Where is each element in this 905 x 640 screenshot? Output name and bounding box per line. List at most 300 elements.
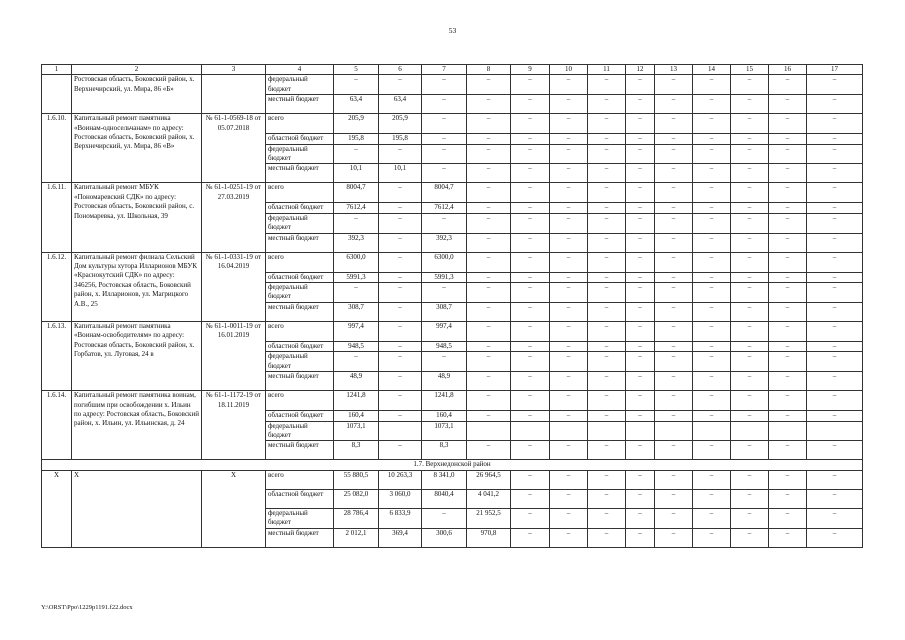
column-header: 7: [422, 65, 467, 75]
value-cell: –: [511, 341, 550, 351]
column-header: 13: [655, 65, 693, 75]
funding-source-cell: всего: [266, 114, 334, 134]
funding-source-cell: федеральный бюджет: [266, 421, 334, 441]
value-cell: –: [626, 144, 655, 164]
value-cell: 160,4: [334, 411, 379, 421]
object-name-cell: Х: [72, 470, 202, 547]
value-cell: –: [655, 302, 693, 321]
value-cell: –: [550, 372, 588, 391]
value-cell: –: [731, 372, 769, 391]
column-header: 8: [467, 65, 511, 75]
value-cell: –: [807, 203, 863, 213]
value-cell: –: [693, 164, 731, 183]
funding-source-cell: федеральный бюджет: [266, 144, 334, 164]
value-cell: –: [511, 391, 550, 411]
budget-table: [41, 64, 863, 548]
value-cell: –: [807, 213, 863, 233]
value-cell: [655, 421, 693, 441]
value-cell: –: [769, 352, 807, 372]
table-row: [42, 470, 863, 489]
value-cell: –: [807, 372, 863, 391]
value-cell: –: [511, 95, 550, 114]
value-cell: –: [379, 213, 422, 233]
value-cell: 300,6: [422, 528, 467, 547]
value-cell: –: [550, 411, 588, 421]
value-cell: –: [655, 391, 693, 411]
value-cell: –: [550, 233, 588, 252]
value-cell: 28 786,4: [334, 508, 379, 528]
value-cell: –: [379, 75, 422, 95]
value-cell: –: [511, 283, 550, 303]
value-cell: –: [588, 411, 626, 421]
value-cell: –: [626, 283, 655, 303]
funding-source-cell: федеральный бюджет: [266, 283, 334, 303]
expertise-doc-cell: № 61-1-0569-18 от 05.07.2018: [202, 114, 266, 183]
value-cell: –: [334, 352, 379, 372]
value-cell: –: [588, 144, 626, 164]
value-cell: –: [626, 95, 655, 114]
value-cell: –: [769, 144, 807, 164]
value-cell: –: [626, 391, 655, 411]
value-cell: –: [467, 95, 511, 114]
value-cell: –: [807, 528, 863, 547]
value-cell: –: [769, 75, 807, 95]
value-cell: –: [550, 95, 588, 114]
column-header: 12: [626, 65, 655, 75]
value-cell: 7612,4: [422, 203, 467, 213]
value-cell: 1073,1: [334, 421, 379, 441]
value-cell: –: [550, 341, 588, 351]
value-cell: –: [379, 352, 422, 372]
value-cell: –: [511, 233, 550, 252]
value-cell: –: [334, 144, 379, 164]
value-cell: –: [807, 391, 863, 411]
value-cell: –: [769, 321, 807, 341]
column-header: 9: [511, 65, 550, 75]
value-cell: –: [693, 302, 731, 321]
value-cell: –: [693, 283, 731, 303]
value-cell: –: [693, 528, 731, 547]
value-cell: –: [550, 144, 588, 164]
value-cell: 1241,8: [334, 391, 379, 411]
value-cell: –: [769, 391, 807, 411]
value-cell: –: [693, 508, 731, 528]
value-cell: –: [422, 144, 467, 164]
value-cell: 205,9: [379, 114, 422, 134]
value-cell: –: [626, 183, 655, 203]
value-cell: –: [626, 213, 655, 233]
value-cell: –: [807, 341, 863, 351]
value-cell: –: [467, 321, 511, 341]
row-number-cell: 1.6.10.: [42, 114, 72, 183]
funding-source-cell: всего: [266, 252, 334, 272]
value-cell: 8040,4: [422, 489, 467, 508]
row-number-cell: Х: [42, 470, 72, 547]
value-cell: –: [511, 213, 550, 233]
column-header: 14: [693, 65, 731, 75]
funding-source-cell: местный бюджет: [266, 441, 334, 460]
value-cell: –: [422, 75, 467, 95]
value-cell: –: [550, 441, 588, 460]
value-cell: 1073,1: [422, 421, 467, 441]
value-cell: –: [467, 144, 511, 164]
value-cell: –: [655, 114, 693, 134]
value-cell: –: [655, 528, 693, 547]
value-cell: –: [626, 203, 655, 213]
value-cell: –: [769, 470, 807, 489]
value-cell: –: [626, 252, 655, 272]
row-number-cell: 1.6.12.: [42, 252, 72, 321]
value-cell: –: [769, 164, 807, 183]
value-cell: –: [655, 272, 693, 282]
value-cell: –: [693, 183, 731, 203]
value-cell: –: [655, 95, 693, 114]
table-row: [42, 75, 863, 95]
value-cell: –: [511, 372, 550, 391]
funding-source-cell: местный бюджет: [266, 95, 334, 114]
value-cell: –: [655, 341, 693, 351]
footer-file-path: Y:\ORST\Ppo\1229p1191.f22.docx: [41, 604, 133, 611]
value-cell: [467, 421, 511, 441]
value-cell: –: [807, 411, 863, 421]
value-cell: –: [769, 489, 807, 508]
value-cell: –: [655, 352, 693, 372]
value-cell: –: [807, 272, 863, 282]
value-cell: 55 880,5: [334, 470, 379, 489]
funding-source-cell: федеральный бюджет: [266, 508, 334, 528]
page-number: 53: [448, 26, 457, 35]
value-cell: –: [626, 75, 655, 95]
object-name-cell: Ростовская область, Боковский район, х. Верхнечирский, ул. Мира, 86 «Б»: [72, 75, 202, 114]
value-cell: –: [422, 352, 467, 372]
value-cell: –: [467, 233, 511, 252]
value-cell: –: [511, 272, 550, 282]
column-header: 6: [379, 65, 422, 75]
value-cell: –: [769, 341, 807, 351]
value-cell: –: [550, 252, 588, 272]
value-cell: –: [807, 470, 863, 489]
value-cell: –: [731, 302, 769, 321]
value-cell: –: [807, 95, 863, 114]
value-cell: –: [693, 411, 731, 421]
column-header: 16: [769, 65, 807, 75]
value-cell: –: [731, 114, 769, 134]
value-cell: –: [731, 75, 769, 95]
value-cell: –: [467, 372, 511, 391]
value-cell: –: [511, 441, 550, 460]
value-cell: –: [693, 352, 731, 372]
value-cell: –: [379, 391, 422, 411]
column-header: 2: [72, 65, 202, 75]
value-cell: 392,3: [334, 233, 379, 252]
value-cell: –: [550, 391, 588, 411]
value-cell: –: [693, 114, 731, 134]
value-cell: –: [379, 283, 422, 303]
section-title: 1.7. Верхнедонской район: [42, 460, 863, 470]
object-name-cell: Капитальный ремонт памятника воинам, погибшим при освобождении х. Ильин по адресу: Ростовская область, Боковский район, х. Ильин, ул. Ильинская, д. 24: [72, 391, 202, 460]
value-cell: –: [807, 302, 863, 321]
value-cell: 8 341,0: [422, 470, 467, 489]
value-cell: –: [626, 321, 655, 341]
value-cell: –: [626, 372, 655, 391]
value-cell: –: [769, 114, 807, 134]
value-cell: –: [588, 321, 626, 341]
value-cell: –: [550, 213, 588, 233]
value-cell: –: [807, 233, 863, 252]
funding-source-cell: областной бюджет: [266, 411, 334, 421]
value-cell: –: [467, 213, 511, 233]
value-cell: 5991,3: [422, 272, 467, 282]
column-header: 4: [266, 65, 334, 75]
value-cell: –: [422, 283, 467, 303]
value-cell: [626, 421, 655, 441]
column-header: 5: [334, 65, 379, 75]
expertise-doc-cell: № 61-1-0011-19 от 16.01.2019: [202, 321, 266, 390]
value-cell: –: [588, 75, 626, 95]
funding-source-cell: всего: [266, 391, 334, 411]
value-cell: –: [588, 203, 626, 213]
value-cell: –: [731, 441, 769, 460]
value-cell: –: [511, 203, 550, 213]
expertise-doc-cell: [202, 75, 266, 114]
value-cell: –: [588, 302, 626, 321]
value-cell: –: [588, 134, 626, 144]
value-cell: [588, 421, 626, 441]
value-cell: –: [588, 489, 626, 508]
value-cell: –: [511, 302, 550, 321]
value-cell: 4 041,2: [467, 489, 511, 508]
value-cell: –: [467, 75, 511, 95]
value-cell: –: [807, 183, 863, 203]
value-cell: –: [693, 470, 731, 489]
value-cell: –: [588, 213, 626, 233]
funding-source-cell: федеральный бюджет: [266, 352, 334, 372]
value-cell: 392,3: [422, 233, 467, 252]
funding-source-cell: местный бюджет: [266, 302, 334, 321]
value-cell: –: [467, 134, 511, 144]
value-cell: –: [693, 321, 731, 341]
value-cell: –: [588, 95, 626, 114]
value-cell: –: [588, 352, 626, 372]
value-cell: –: [626, 528, 655, 547]
value-cell: –: [731, 252, 769, 272]
value-cell: –: [511, 75, 550, 95]
value-cell: –: [379, 372, 422, 391]
value-cell: 10,1: [334, 164, 379, 183]
column-header: 17: [807, 65, 863, 75]
value-cell: –: [550, 272, 588, 282]
value-cell: 308,7: [334, 302, 379, 321]
column-header: 15: [731, 65, 769, 75]
value-cell: –: [467, 272, 511, 282]
row-number-cell: [42, 75, 72, 114]
value-cell: –: [588, 470, 626, 489]
value-cell: –: [731, 203, 769, 213]
value-cell: 997,4: [334, 321, 379, 341]
value-cell: –: [550, 470, 588, 489]
value-cell: –: [807, 164, 863, 183]
object-name-cell: Капитальный ремонт памятника «Воинам-односельчанам» по адресу: Ростовская область, Боковский район, х. Верхнечирский, ул. Мира, 86 «В»: [72, 114, 202, 183]
value-cell: –: [550, 528, 588, 547]
value-cell: –: [379, 441, 422, 460]
value-cell: –: [588, 441, 626, 460]
value-cell: –: [588, 528, 626, 547]
value-cell: –: [807, 114, 863, 134]
funding-source-cell: всего: [266, 470, 334, 489]
value-cell: –: [379, 233, 422, 252]
section-row: [42, 460, 863, 470]
value-cell: –: [467, 283, 511, 303]
value-cell: –: [731, 144, 769, 164]
value-cell: 5991,3: [334, 272, 379, 282]
value-cell: –: [626, 470, 655, 489]
funding-source-cell: федеральный бюджет: [266, 213, 334, 233]
value-cell: 63,4: [334, 95, 379, 114]
value-cell: –: [467, 411, 511, 421]
value-cell: –: [807, 441, 863, 460]
funding-source-cell: областной бюджет: [266, 203, 334, 213]
value-cell: –: [731, 134, 769, 144]
value-cell: 2 012,1: [334, 528, 379, 547]
value-cell: –: [511, 528, 550, 547]
value-cell: –: [550, 283, 588, 303]
value-cell: –: [626, 508, 655, 528]
value-cell: –: [655, 213, 693, 233]
value-cell: –: [693, 233, 731, 252]
value-cell: –: [769, 441, 807, 460]
value-cell: –: [807, 134, 863, 144]
value-cell: –: [422, 134, 467, 144]
value-cell: –: [588, 391, 626, 411]
value-cell: [379, 421, 422, 441]
funding-source-cell: областной бюджет: [266, 272, 334, 282]
value-cell: –: [422, 164, 467, 183]
value-cell: –: [807, 252, 863, 272]
column-header: 1: [42, 65, 72, 75]
value-cell: –: [731, 341, 769, 351]
value-cell: –: [626, 441, 655, 460]
value-cell: –: [379, 144, 422, 164]
value-cell: 8,3: [422, 441, 467, 460]
value-cell: –: [467, 352, 511, 372]
table-row: [42, 321, 863, 341]
funding-source-cell: областной бюджет: [266, 489, 334, 508]
value-cell: –: [626, 272, 655, 282]
value-cell: –: [769, 272, 807, 282]
value-cell: 8,3: [334, 441, 379, 460]
value-cell: –: [807, 144, 863, 164]
value-cell: –: [550, 321, 588, 341]
value-cell: –: [655, 233, 693, 252]
value-cell: –: [511, 470, 550, 489]
value-cell: –: [467, 114, 511, 134]
value-cell: –: [655, 164, 693, 183]
value-cell: –: [693, 341, 731, 351]
column-header: 3: [202, 65, 266, 75]
value-cell: –: [379, 183, 422, 203]
value-cell: –: [693, 144, 731, 164]
value-cell: –: [655, 441, 693, 460]
value-cell: –: [769, 183, 807, 203]
value-cell: –: [693, 134, 731, 144]
value-cell: –: [550, 75, 588, 95]
value-cell: –: [807, 321, 863, 341]
value-cell: –: [769, 95, 807, 114]
value-cell: –: [379, 341, 422, 351]
value-cell: –: [467, 341, 511, 351]
value-cell: –: [511, 508, 550, 528]
value-cell: –: [588, 272, 626, 282]
column-header: 10: [550, 65, 588, 75]
value-cell: –: [655, 411, 693, 421]
value-cell: –: [731, 233, 769, 252]
value-cell: –: [550, 302, 588, 321]
value-cell: 970,8: [467, 528, 511, 547]
value-cell: –: [422, 95, 467, 114]
value-cell: –: [655, 183, 693, 203]
table-row: [42, 183, 863, 203]
value-cell: –: [550, 134, 588, 144]
value-cell: –: [511, 183, 550, 203]
value-cell: –: [626, 114, 655, 134]
value-cell: –: [655, 252, 693, 272]
value-cell: –: [588, 372, 626, 391]
value-cell: –: [655, 489, 693, 508]
value-cell: 948,5: [422, 341, 467, 351]
value-cell: –: [655, 144, 693, 164]
value-cell: –: [769, 302, 807, 321]
value-cell: –: [693, 95, 731, 114]
value-cell: –: [379, 302, 422, 321]
table-row: [42, 391, 863, 411]
object-name-cell: Капитальный ремонт памятника «Воинам-освободителям» по адресу: Ростовская область, Боковский район, х. Горбатов, ул. Луговая, 24 в: [72, 321, 202, 390]
funding-source-cell: областной бюджет: [266, 134, 334, 144]
funding-source-cell: местный бюджет: [266, 372, 334, 391]
value-cell: 8004,7: [334, 183, 379, 203]
value-cell: –: [588, 183, 626, 203]
value-cell: –: [511, 144, 550, 164]
funding-source-cell: федеральный бюджет: [266, 75, 334, 95]
value-cell: –: [769, 372, 807, 391]
value-cell: –: [655, 75, 693, 95]
value-cell: 3 060,0: [379, 489, 422, 508]
value-cell: –: [511, 352, 550, 372]
value-cell: –: [693, 489, 731, 508]
value-cell: –: [655, 508, 693, 528]
value-cell: –: [693, 372, 731, 391]
value-cell: [693, 421, 731, 441]
value-cell: 8004,7: [422, 183, 467, 203]
value-cell: –: [655, 134, 693, 144]
value-cell: –: [379, 203, 422, 213]
value-cell: –: [693, 203, 731, 213]
object-name-cell: Капитальный ремонт филиала Сельский Дом культуры хутора Илларионов МБУК «Краснокутский СДК» по адресу: 346256, Ростовская область, Боковский район, х. Илларионов, ул. Магрицкого А.В., 25: [72, 252, 202, 321]
value-cell: –: [769, 411, 807, 421]
value-cell: –: [731, 272, 769, 282]
value-cell: –: [769, 233, 807, 252]
value-cell: –: [422, 213, 467, 233]
value-cell: –: [511, 489, 550, 508]
table-row: [42, 252, 863, 272]
value-cell: –: [467, 302, 511, 321]
value-cell: –: [550, 114, 588, 134]
value-cell: –: [422, 508, 467, 528]
value-cell: 195,8: [379, 134, 422, 144]
funding-source-cell: местный бюджет: [266, 164, 334, 183]
value-cell: –: [511, 114, 550, 134]
value-cell: –: [467, 183, 511, 203]
value-cell: –: [588, 114, 626, 134]
